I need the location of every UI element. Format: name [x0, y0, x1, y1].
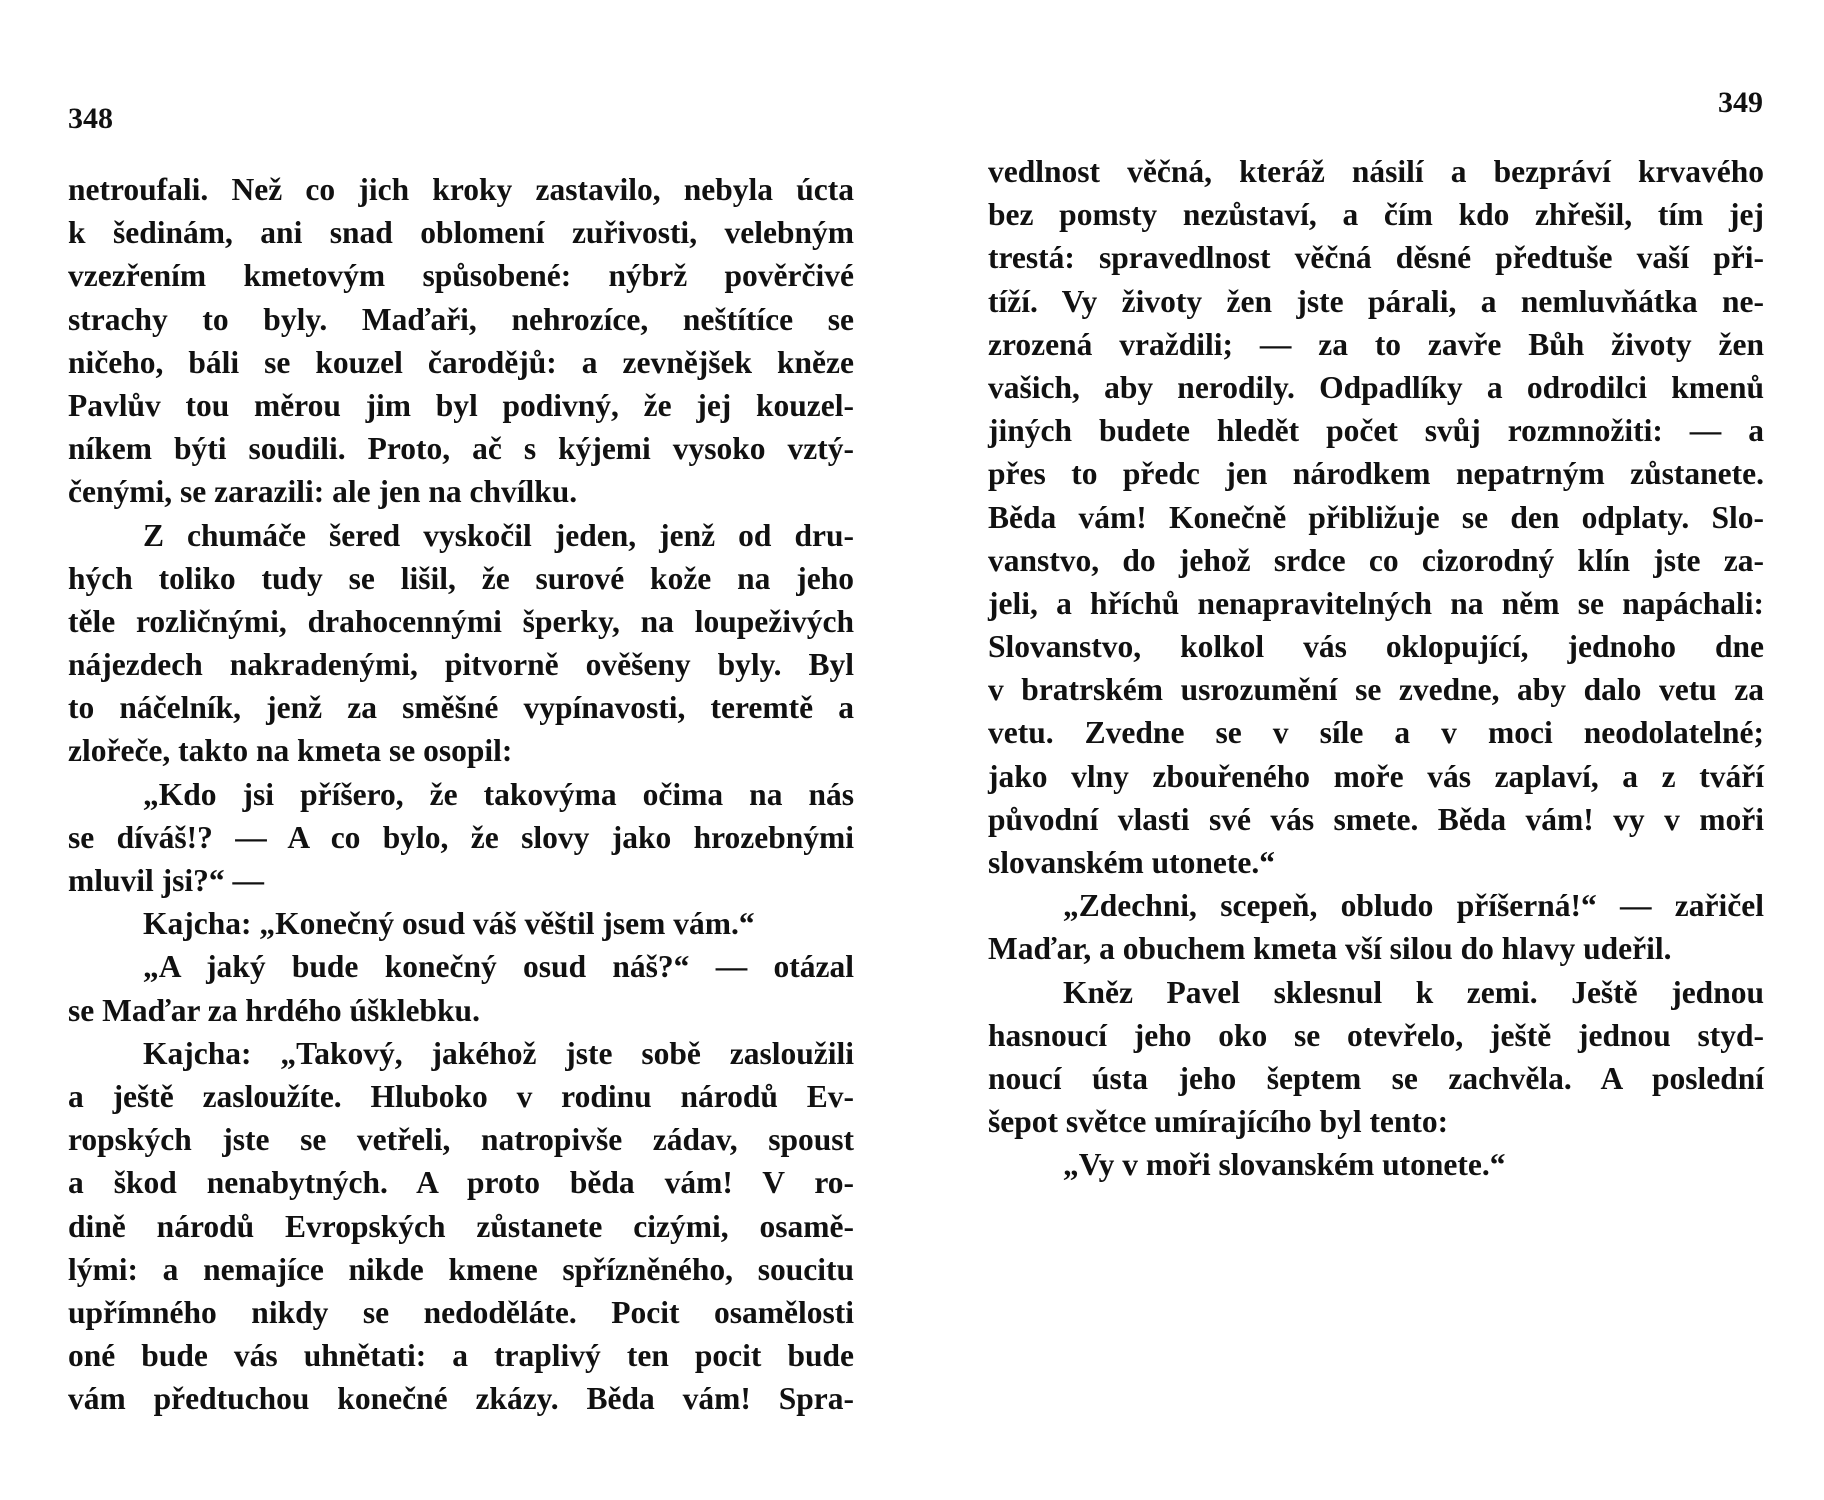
text-line: ropských jste se vetřeli, natropivše zádav, spoust — [68, 1122, 854, 1158]
text-line: Běda vám! Konečně přibližuje se den odplaty. Slo- — [988, 499, 1764, 535]
text-line: jako vlny zbouřeného moře vás zaplaví, a z tváří — [988, 758, 1764, 794]
text-line: Kněz Pavel sklesnul k zemi. Ještě jednou — [1063, 974, 1764, 1010]
text-line: trestá: spravedlnost věčná děsné předtuše vaší při- — [988, 240, 1764, 276]
text-line: vašich, aby nerodily. Odpadlíky a odrodilci kmenů — [988, 369, 1764, 405]
page-number-right: 349 — [1718, 86, 1763, 119]
text-line: k šedinám, ani snad oblomení zuřivosti, velebným — [68, 215, 854, 251]
text-line: jeli, a hříchů nenapravitelných na něm se napáchali: — [988, 585, 1764, 621]
text-line: tíží. Vy životy žen jste párali, a nemluvňátka ne- — [988, 283, 1764, 319]
text-line: „Kdo jsi příšero, že takovýma očima na nás — [143, 776, 854, 812]
text-line: „Zdechni, scepeň, obludo příšerná!“ — zařičel — [1063, 888, 1764, 924]
text-line: bez pomsty nezůstaví, a čím kdo zhřešil, tím jej — [988, 197, 1764, 233]
text-line: vedlnost věčná, kteráž násilí a bezpráví krvavého — [988, 154, 1764, 189]
text-line: hých toliko tudy se lišil, že surové kože na jeho — [68, 560, 854, 596]
text-line: slovanském utonete.“ — [988, 845, 1276, 880]
text-line: noucí ústa jeho šeptem se zachvěla. A poslední — [988, 1060, 1764, 1096]
text-line: jiných budete hledět počet svůj rozmnožiti: — a — [988, 413, 1764, 449]
text-line: níkem býti soudili. Proto, ač s kýjemi vysoko vztý- — [68, 431, 854, 467]
text-line: Pavlův tou měrou jim byl podivný, že jej kouzel- — [68, 387, 854, 423]
text-line: dině národů Evropských zůstanete cizými, osamě- — [68, 1208, 854, 1244]
text-line: původní vlasti své vás smete. Běda vám! vy v moři — [988, 801, 1764, 837]
text-line: v bratrském usrozumění se zvedne, aby dalo vetu za — [988, 672, 1764, 708]
text-line: netroufali. Než co jich kroky zastavilo, nebyla úcta — [68, 172, 854, 207]
text-line: mluvil jsi?“ — — [68, 863, 265, 898]
text-line: strachy to byly. Maďaři, nehrozíce, neštítíce se — [68, 301, 854, 337]
text-line: Kajcha: „Konečný osud váš věštil jsem vám.“ — [143, 906, 755, 942]
text-line: hasnoucí jeho oko se otevřelo, ještě jednou styd- — [988, 1017, 1764, 1053]
text-line: zlořeče, takto na kmeta se osopil: — [68, 733, 513, 769]
text-line: šepot světce umírajícího byl tento: — [988, 1104, 1449, 1140]
text-line: a škod nenabytných. A proto běda vám! V ro- — [68, 1165, 854, 1201]
text-line: těle rozličnými, drahocennými šperky, na loupeživých — [68, 603, 854, 639]
text-line: vanstvo, do jehož srdce co cizorodný klín jste za- — [988, 542, 1764, 578]
text-line: se Maďar za hrdého úšklebku. — [68, 992, 480, 1028]
text-line: přes to předc jen národkem nepatrným zůstanete. — [988, 456, 1764, 492]
text-line: vetu. Zvedne se v síle a v moci neodolatelné; — [988, 715, 1764, 751]
right-page — [988, 0, 1763, 1500]
text-line: čenými, se zarazili: ale jen na chvílku. — [68, 474, 578, 510]
page-number-left: 348 — [68, 102, 113, 135]
right-page-text — [988, 150, 1764, 1187]
left-page-text — [68, 168, 854, 1420]
text-line: Slovanstvo, kolkol vás oklopující, jednoho dne — [988, 629, 1764, 665]
text-line: Kajcha: „Takový, jakéhož jste sobě zasloužili — [143, 1035, 854, 1071]
text-line: ničeho, báli se kouzel čarodějů: a zevnějšek kněze — [68, 344, 854, 380]
text-line: lými: a nemajíce nikde kmene spřízněného, soucitu — [68, 1251, 854, 1287]
text-line: Z chumáče šered vyskočil jeden, jenž od dru- — [143, 517, 854, 553]
text-line: to náčelník, jenž za směšné vypínavosti, teremtě a — [68, 690, 854, 726]
text-line: se díváš!? — A co bylo, že slovy jako hrozebnými — [68, 819, 854, 855]
text-line: nájezdech nakradenými, pitvorně ověšeny byly. Byl — [68, 647, 854, 683]
text-line: vám předtuchou konečné zkázy. Běda vám! Spra- — [68, 1381, 854, 1417]
text-line: „A jaký bude konečný osud náš?“ — otázal — [143, 949, 854, 985]
text-line: „Vy v moři slovanském utonete.“ — [1063, 1147, 1506, 1183]
text-line: vzezřením kmetovým spůsobené: nýbrž pověrčivé — [68, 258, 854, 294]
text-line: Maďar, a obuchem kmeta vší silou do hlavy udeřil. — [988, 931, 1672, 967]
left-page — [68, 0, 854, 1500]
text-line: a ještě zasloužíte. Hluboko v rodinu národů Ev- — [68, 1078, 854, 1114]
text-line: oné bude vás uhnětati: a traplivý ten pocit bude — [68, 1338, 854, 1374]
text-line: zrozená vraždili; — za to zavře Bůh životy žen — [988, 326, 1764, 362]
text-line: upřímného nikdy se nedoděláte. Pocit osamělosti — [68, 1294, 854, 1330]
